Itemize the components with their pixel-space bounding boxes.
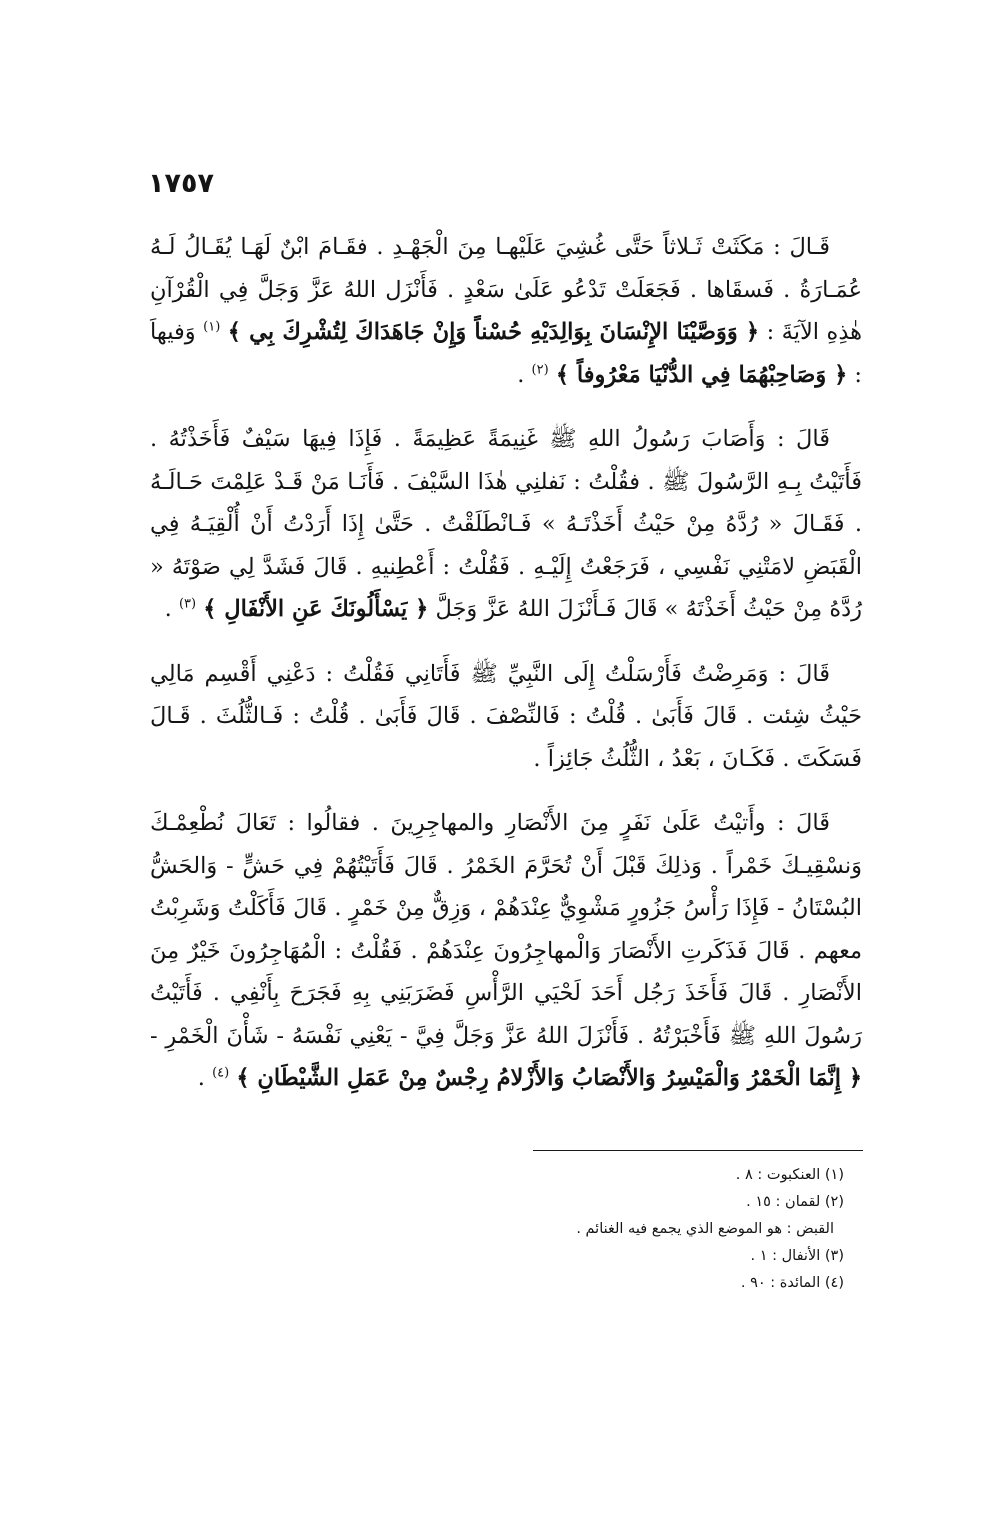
paragraph-3 xyxy=(150,653,862,781)
paragraph-text: . xyxy=(517,361,532,388)
quran-quote: ﴿ وَوَصَّيْنَا الإِنْسَانَ بِوَالِدَيْهِ حُسْناً وَإِنْ جَاهَدَاكَ لِتُشْرِكَ بِي ﴾ xyxy=(227,319,760,345)
footnote-ref: (٣) xyxy=(178,596,197,612)
paragraph-text: قَالَ : وَمَرِضْتُ فَأَرْسَلْتُ إِلَى النَّبِيِّ ﷺ فَأَتَانِي فَقُلْتُ : دَعْنِي أَقْسِم مَالِي حَيْثُ شِئت . قَالَ فَأَبَىٰ . قُلْتُ : فَالنِّصْفَ . قَالَ فَأَبَىٰ . قُلْتُ : فَـالثُّلُثَ . قَـالَ فَسَكَتَ . فَكَـانَ ، بَعْدُ ، الثُّلُثُ جَائِزاً . xyxy=(150,660,862,772)
footnote-ref: (٢) xyxy=(531,362,549,377)
footnote-1: (١) العنكبوت : ٨ . xyxy=(735,1167,844,1183)
paragraph-2 xyxy=(150,418,862,631)
footnote-note: القبض : هو الموضع الذي يجمع فيه الغنائم . xyxy=(576,1221,834,1237)
quran-quote: ﴿ وَصَاحِبْهُمَا فِي الدُّنْيَا مَعْرُوفاً ﴾ xyxy=(555,361,848,388)
paragraph-text: وَفيهاَ : xyxy=(150,319,862,388)
paragraph-text: قَـالَ : مَكَثَتْ ثَـلاثاً حَتَّى غُشِيَ عَلَيْهـا مِنَ الْجَهْـدِ . فقَـامَ ابْنٌ لَهَـا يُقَـالُ لَـهُ عُمَـارَةُ . فَسقَاها . فَجَعَلَتْ تَدْعُو عَلَىٰ سَعْدٍ . فَأَنْزَل اللهُ عَزَّ وَجَلَّ فِي الْقُرْآنِ هٰذِهِ الآيَةَ : xyxy=(150,234,862,345)
paragraph-text: قَالَ : وأَتيْتُ عَلَىٰ نَفَرٍ مِنَ الأَنْصَارِ والمهاجِرِينَ . فقالُوا : تَعَالَ نُطْعِمْـكَ وَنسْقِيـكَ خَمْراً . وَذلِكَ قَبْلَ أَنْ تُحَرَّمَ الخَمْرُ . قَالَ فَأَتَيْتُهُمْ فِي حَشٍّ - وَالحَشُّ البُسْتَانُ - فَإِذَا رَأْسُ جَزُورٍ مَشْوِيٌّ عِنْدَهُمْ ، وَزِقٌّ مِنْ خَمْرٍ . قَالَ فَأَكَلْتُ وَشَرِبْتُ معهم . قَالَ فَذَكَرتِ الأَنْصَارَ وَالْمهاجِرُونَ عِنْدَهُمْ . فَقُلْتُ : الْمُهَاجِرُونَ خَيْرٌ مِنَ الأَنْصَارِ . قَالَ فَأَخَذَ رَجُل أَحَدَ لَحْيَي الرَّأْسِ فَضَرَبَنِي بِهِ فَجَرَحَ بِأَنْفِي . فَأَتَيْتُ رَسُولَ اللهِ ﷺ فَأَخْبَرْتُهُ . فَأَنْزَلَ اللهُ عَزَّ وَجَلَّ فِيَّ - يَعْنِي نَفْسَهُ - شَأْنَ الْخَمْرِ - xyxy=(150,810,862,1049)
page-number: ١٧٥٧ xyxy=(148,168,214,199)
paragraph-text: . xyxy=(197,1065,213,1091)
paragraph-4 xyxy=(150,802,862,1100)
footnote-3: (٣) الأنفال : ١ . xyxy=(750,1248,844,1264)
footnote-ref: (١) xyxy=(203,319,221,335)
footnote-ref: (٤) xyxy=(212,1065,230,1081)
hadith-text xyxy=(150,226,862,1100)
paragraph-text: . xyxy=(164,596,179,622)
footnote-2: (٢) لقمان : ١٥ . xyxy=(746,1194,844,1210)
paragraph-1 xyxy=(150,226,862,396)
footnote-divider xyxy=(533,1150,863,1151)
quran-quote: ﴿ إِنَّمَا الْخَمْرُ وَالْمَيْسِرُ وَالأَنْصَابُ وَالأَزْلامُ رِجْسٌ مِنْ عَمَلِ الشَّيْطَانِ ﴾ xyxy=(236,1065,862,1091)
footnote-4: (٤) المائدة : ٩٠ . xyxy=(740,1275,844,1291)
paragraph-text: قَالَ : وَأَصَابَ رَسُولُ اللهِ ﷺ غَنِيمَةً عَظِيمَةً . فَإِذَا فِيهَا سَيْفٌ فَأَخَذْتُهُ . فَأَتَيْتُ بِـهِ الرَّسُولَ ﷺ . فقُلْتُ : نَفلنِي هٰذَا السَّيْفَ . فَأَنَـا مَنْ قَـدْ عَلِمْتَ حَـالَـهُ . فَقَـالَ « رُدَّهُ مِنْ حَيْثُ أَخَذْتَـهُ » فَـانْطَلَقْتُ . حَتَّىٰ إِذَا أَرَدْتُ أَنْ أُلْقِيَـهُ فِي الْقَبَضِ لامَتْنِي نَفْسِي ، فَرَجَعْتُ إِلَيْـهِ . فَقُلْتُ : أَعْطِنيهِ . قَالَ فَشَدَّ لِي صَوْتَهُ « رُدَّهُ مِنْ حَيْثُ أَخَذْتَهُ » قَالَ فَـأَنْزَلَ اللهُ عَزَّ وَجَلَّ xyxy=(150,426,862,622)
footnotes xyxy=(300,1162,844,1297)
quran-quote: ﴿ يَسْأَلُونَكَ عَنِ الأَنْفَالِ ﴾ xyxy=(203,596,429,622)
